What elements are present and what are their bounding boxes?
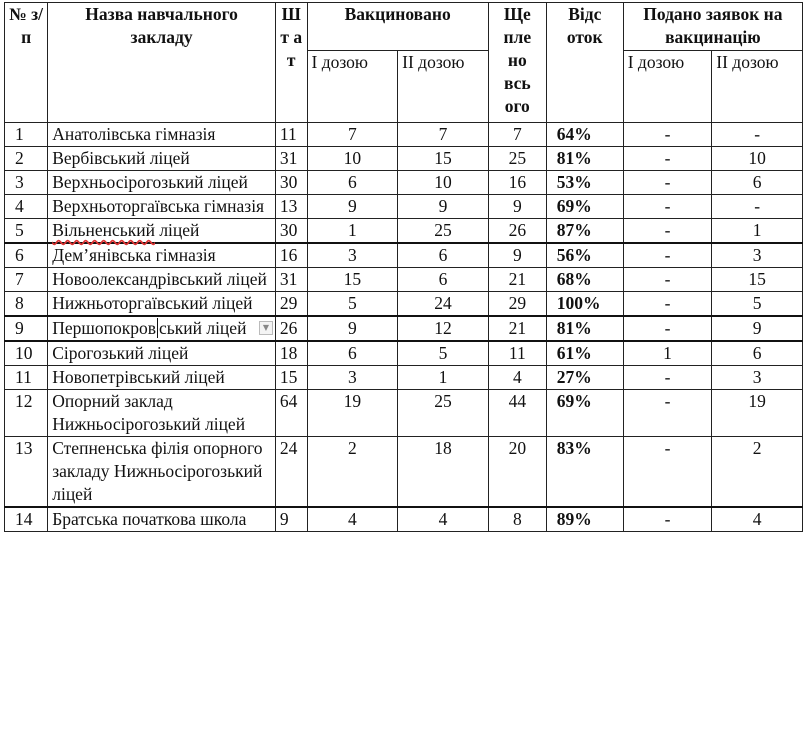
header-dose1: I дозою (307, 51, 398, 123)
table-row (5, 341, 803, 366)
school-name-part-1: Першопокров (52, 318, 156, 338)
dose2-count: 15 (398, 147, 489, 171)
app-dose2: - (712, 123, 803, 147)
row-num: 12 (5, 390, 48, 437)
dose1-count: 3 (307, 243, 398, 268)
app-dose2: - (712, 195, 803, 219)
app-dose2: 15 (712, 268, 803, 292)
header-vaccinated: Вакциновано (307, 3, 488, 51)
row-num: 13 (5, 437, 48, 508)
remaining-count: 16 (488, 171, 546, 195)
school-name: Братська початкова школа (48, 507, 276, 532)
percent-value: 100% (546, 292, 623, 317)
app-dose2: 4 (712, 507, 803, 532)
table-row (5, 437, 803, 508)
app-dose2: 3 (712, 243, 803, 268)
school-name (48, 219, 276, 244)
percent-value: 27% (546, 366, 623, 390)
header-num: № з/п (5, 3, 48, 123)
app-dose1: - (623, 292, 712, 317)
app-dose1: - (623, 219, 712, 244)
app-dose2: 1 (712, 219, 803, 244)
dose2-count: 7 (398, 123, 489, 147)
school-name: Верхньоторгаївська гімназія (48, 195, 276, 219)
app-dose1: - (623, 366, 712, 390)
dose2-count: 1 (398, 366, 489, 390)
row-num: 14 (5, 507, 48, 532)
remaining-count: 4 (488, 366, 546, 390)
table-row (5, 507, 803, 532)
header-name: Назва навчального закладу (48, 3, 276, 123)
percent-value: 68% (546, 268, 623, 292)
dose1-count: 1 (307, 219, 398, 244)
percent-value: 69% (546, 390, 623, 437)
school-name: Опорний заклад Нижньосірогозький ліцей (48, 390, 276, 437)
remaining-count: 44 (488, 390, 546, 437)
table-row (5, 171, 803, 195)
percent-value: 69% (546, 195, 623, 219)
row-num: 10 (5, 341, 48, 366)
percent-value: 81% (546, 147, 623, 171)
app-dose1: - (623, 316, 712, 341)
dose1-count: 10 (307, 147, 398, 171)
remaining-count: 9 (488, 195, 546, 219)
school-name: Дем’янівська гімназія (48, 243, 276, 268)
header-percent: Відс оток (546, 3, 623, 123)
app-dose1: - (623, 195, 712, 219)
row-num: 4 (5, 195, 48, 219)
dose1-count: 15 (307, 268, 398, 292)
app-dose1: - (623, 437, 712, 508)
staff-count: 18 (275, 341, 307, 366)
app-dose1: - (623, 147, 712, 171)
staff-count: 31 (275, 268, 307, 292)
school-name: Новоолександрівський ліцей (48, 268, 276, 292)
dose1-count: 4 (307, 507, 398, 532)
row-num: 1 (5, 123, 48, 147)
app-dose2: 10 (712, 147, 803, 171)
dose2-count: 9 (398, 195, 489, 219)
app-dose2: 9 (712, 316, 803, 341)
remaining-count: 25 (488, 147, 546, 171)
school-name-rest: ліцей (154, 220, 200, 240)
app-dose1: - (623, 390, 712, 437)
app-dose1: - (623, 507, 712, 532)
percent-value: 83% (546, 437, 623, 508)
percent-value: 61% (546, 341, 623, 366)
dose1-count: 7 (307, 123, 398, 147)
staff-count: 30 (275, 219, 307, 244)
table-row (5, 147, 803, 171)
remaining-count: 21 (488, 268, 546, 292)
remaining-count: 8 (488, 507, 546, 532)
spell-error-word: Вільненський (52, 220, 155, 240)
dose1-count: 6 (307, 341, 398, 366)
dose1-count: 6 (307, 171, 398, 195)
table-row (5, 219, 803, 244)
school-name: Новопетрівський ліцей (48, 366, 276, 390)
school-name: Верхньосірогозький ліцей (48, 171, 276, 195)
row-num: 11 (5, 366, 48, 390)
app-dose1: - (623, 123, 712, 147)
header-dose2: II дозою (398, 51, 489, 123)
text-cursor (157, 318, 158, 338)
remaining-count: 11 (488, 341, 546, 366)
app-dose2: 5 (712, 292, 803, 317)
table-row (5, 390, 803, 437)
app-dose2: 3 (712, 366, 803, 390)
dose2-count: 18 (398, 437, 489, 508)
school-name: Нижньоторгаївський ліцей (48, 292, 276, 317)
app-dose2: 6 (712, 341, 803, 366)
percent-value: 87% (546, 219, 623, 244)
percent-value: 56% (546, 243, 623, 268)
app-dose2: 2 (712, 437, 803, 508)
app-dose1: - (623, 268, 712, 292)
remaining-count: 26 (488, 219, 546, 244)
staff-count: 64 (275, 390, 307, 437)
dropdown-arrow-icon[interactable]: ▼ (259, 321, 273, 335)
staff-count: 31 (275, 147, 307, 171)
header-remaining: Ще пле но всь ого (488, 3, 546, 123)
staff-count: 29 (275, 292, 307, 317)
percent-value: 64% (546, 123, 623, 147)
staff-count: 24 (275, 437, 307, 508)
remaining-count: 29 (488, 292, 546, 317)
table-row (5, 123, 803, 147)
table-row (5, 366, 803, 390)
dose1-count: 9 (307, 195, 398, 219)
row-num: 6 (5, 243, 48, 268)
remaining-count: 21 (488, 316, 546, 341)
school-name-part-2: ський ліцей (158, 318, 247, 338)
dose1-count: 9 (307, 316, 398, 341)
table-row (5, 268, 803, 292)
percent-value: 81% (546, 316, 623, 341)
row-num: 7 (5, 268, 48, 292)
row-num: 9 (5, 316, 48, 341)
staff-count: 11 (275, 123, 307, 147)
dose2-count: 4 (398, 507, 489, 532)
row-num: 5 (5, 219, 48, 244)
row-num: 3 (5, 171, 48, 195)
school-name: Вербівський ліцей (48, 147, 276, 171)
staff-count: 30 (275, 171, 307, 195)
staff-count: 9 (275, 507, 307, 532)
dose2-count: 5 (398, 341, 489, 366)
row-num: 8 (5, 292, 48, 317)
app-dose1: - (623, 243, 712, 268)
header-app-dose1: I дозою (623, 51, 712, 123)
dose2-count: 6 (398, 243, 489, 268)
dose2-count: 12 (398, 316, 489, 341)
app-dose2: 19 (712, 390, 803, 437)
staff-count: 26 (275, 316, 307, 341)
app-dose1: - (623, 171, 712, 195)
table-row (5, 316, 803, 341)
dose2-count: 25 (398, 390, 489, 437)
percent-value: 89% (546, 507, 623, 532)
remaining-count: 9 (488, 243, 546, 268)
staff-count: 16 (275, 243, 307, 268)
dose2-count: 24 (398, 292, 489, 317)
staff-count: 15 (275, 366, 307, 390)
table-row (5, 292, 803, 317)
remaining-count: 20 (488, 437, 546, 508)
dose2-count: 10 (398, 171, 489, 195)
header-applications: Подано заявок на вакцинацію (623, 3, 802, 51)
school-name: Степненська філія опорного закладу Нижньосірогозький ліцей (48, 437, 276, 508)
app-dose2: 6 (712, 171, 803, 195)
vaccination-table (4, 2, 803, 532)
dose2-count: 6 (398, 268, 489, 292)
table-row (5, 195, 803, 219)
percent-value: 53% (546, 171, 623, 195)
row-num: 2 (5, 147, 48, 171)
dose2-count: 25 (398, 219, 489, 244)
table-row (5, 243, 803, 268)
header-app-dose2: II дозою (712, 51, 803, 123)
app-dose1: 1 (623, 341, 712, 366)
remaining-count: 7 (488, 123, 546, 147)
dose1-count: 19 (307, 390, 398, 437)
school-name: Анатолівська гімназія (48, 123, 276, 147)
dose1-count: 2 (307, 437, 398, 508)
school-name: Сірогозький ліцей (48, 341, 276, 366)
staff-count: 13 (275, 195, 307, 219)
dose1-count: 3 (307, 366, 398, 390)
school-name (48, 316, 276, 341)
dose1-count: 5 (307, 292, 398, 317)
header-staff: Ш т а т (275, 3, 307, 123)
